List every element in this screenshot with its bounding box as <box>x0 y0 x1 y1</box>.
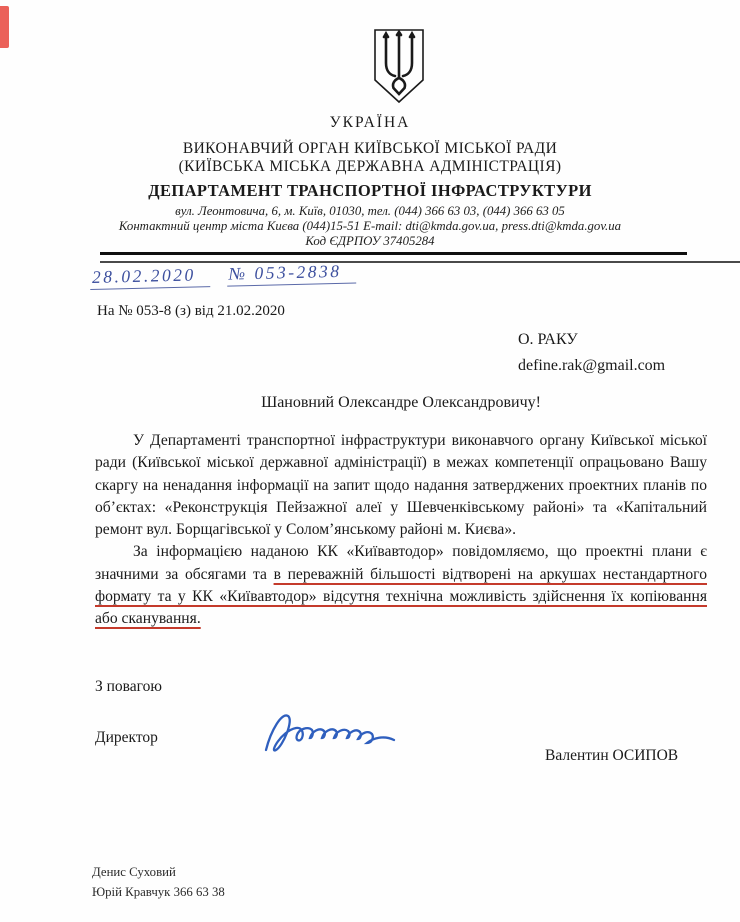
body-paragraph-1: У Департаменті транспортної інфраструктури виконавчого органу Київської міської ради (Київської міської державної адміністрації) в межах компетенції опрацьовано Вашу скаргу на ненадання інформації на запит щодо надання затверджених проектних планів по об’єктах: «Реконструкція Пейзажної алеї у Шевченківському районі» та «Капітальний ремонт вул. Борщагівської у Солом’янському районі м. Києва». <box>95 432 707 539</box>
letterhead-rule-thick <box>100 252 687 255</box>
footer-contact-2: Юрій Кравчук 366 63 38 <box>92 884 225 899</box>
signer-position: Директор <box>95 729 158 746</box>
signature-path <box>266 715 394 750</box>
footer-contact-1: Денис Суховий <box>92 865 176 879</box>
letterhead-org-line2: (КИЇВСЬКА МІСЬКА ДЕРЖАВНА АДМІНІСТРАЦІЯ) <box>178 158 562 175</box>
recipient-name: О. РАКУ <box>518 331 578 348</box>
body-paragraph-2-plain: За інформацією наданою КК «Київавтодор» повідомляємо, що проектні плани є значними за обсягами та <box>95 543 707 583</box>
letter-body <box>95 430 707 631</box>
reply-reference: На № 053-8 (з) від 21.02.2020 <box>97 303 285 319</box>
recipient-email: define.rak@gmail.com <box>518 357 666 374</box>
handwritten-registration <box>90 261 356 288</box>
letterhead-address: вул. Леонтовича, 6, м. Київ, 01030, тел. (044) 366 63 03, (044) 366 63 05 <box>175 204 565 218</box>
signer-name: Валентин ОСИПОВ <box>545 747 679 764</box>
letterhead-department: ДЕПАРТАМЕНТ ТРАНСПОРТНОЇ ІНФРАСТРУКТУРИ <box>148 181 592 200</box>
closing-regards: З повагою <box>95 678 162 695</box>
letterhead-rule-thin <box>100 261 740 263</box>
recipient-block <box>518 327 665 379</box>
letterhead-contact: Контактний центр міста Києва (044)15-51 E-mail: dti@kmda.gov.ua, press.dti@kmda.gov.ua <box>118 219 622 233</box>
salutation: Шановний Олександре Олександровичу! <box>261 394 541 411</box>
scan-artifact-red-mark <box>0 6 9 48</box>
letterhead-edrpou: Код ЄДРПОУ 37405284 <box>305 234 435 248</box>
handwritten-signature <box>256 700 406 764</box>
body-paragraph-2 <box>95 541 707 630</box>
letterhead-country: УКРАЇНА <box>329 114 411 131</box>
letterhead-org-line1: ВИКОНАВЧИЙ ОРГАН КИЇВСЬКОЇ МІСЬКОЇ РАДИ <box>182 140 558 157</box>
ukraine-trident-emblem <box>372 28 426 104</box>
body-paragraph-2-underlined: в переважній більшості відтворені на аркушах нестандартного формату та у КК «Київавтодор» відсутня технічна можливість здійснення їх копіювання або сканування. <box>95 565 707 628</box>
handwritten-date: 28.02.2020 <box>90 264 210 290</box>
handwritten-number: № 053-2838 <box>226 261 355 287</box>
footer-contacts <box>92 863 225 902</box>
